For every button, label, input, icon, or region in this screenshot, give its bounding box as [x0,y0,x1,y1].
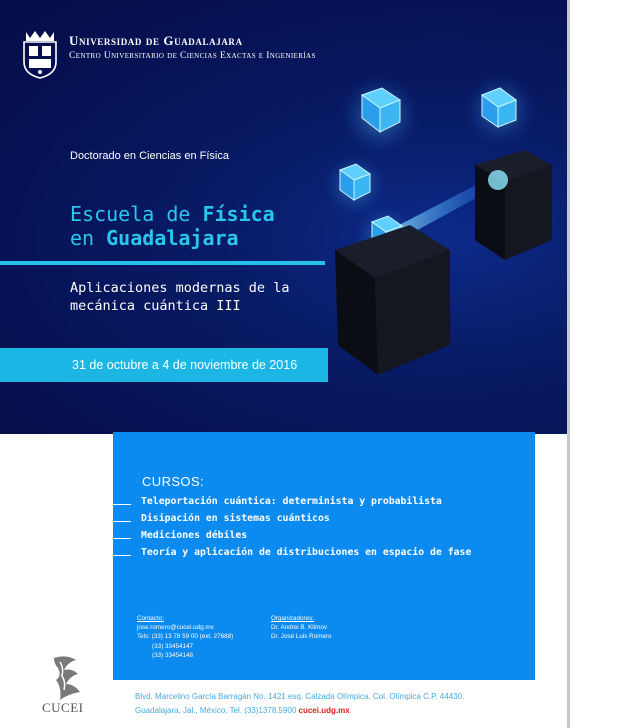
school-title-physics: Física [202,202,275,226]
organizers-block [271,614,332,642]
dash-icon [113,521,131,522]
website-link[interactable]: cucei.udg.mx [298,706,350,715]
course-label: Disipación en sistemas cuánticos [141,513,330,524]
contact-phone: (33) 33454148 [152,651,193,659]
page-edge [567,0,570,728]
footer-address [135,690,464,718]
contact-phone: (33) 33454147 [152,642,193,650]
courses-list [113,496,535,564]
quantum-dice-illustration [300,60,567,420]
address-line: Guadalajara, Jal., México. Tel. (33)1378.5900 [135,706,299,715]
school-title-city: Guadalajara [106,226,239,250]
list-item [113,513,535,530]
contact-heading: Contacto: [137,615,164,622]
address-line: Blvd. Marcelino García Barragán No. 1421 esq. Calzada Olímpica. Col. Olímpica C.P. 44430. [135,692,465,701]
program-name: Doctorado en Ciencias en Física [70,150,229,162]
university-crest-icon [20,28,60,80]
dash-icon [113,504,131,505]
contact-block [137,614,233,660]
list-item [113,530,535,547]
course-label: Teleportación cuántica: determinista y probabilista [141,496,442,507]
dash-icon [113,538,131,539]
organizer-name: Dr. José Luis Romero [271,633,332,641]
list-item [113,496,535,513]
cucei-logo-icon [46,654,86,704]
dash-icon [113,555,131,556]
cucei-logo-text: CUCEI [42,700,84,715]
school-title [70,202,275,250]
courses-panel [113,432,535,680]
list-item [113,547,535,564]
course-label: Mediciones débiles [141,530,248,541]
contact-phone: Tels: (33) 13 78 59 00 (ext. 27688) [137,633,234,641]
organizers-heading: Organizadores: [271,615,315,622]
accent-divider [0,261,325,265]
school-title-line1: Escuela de [70,202,203,226]
event-dates: 31 de octubre a 4 de noviembre de 2016 [0,348,328,382]
university-center: Centro Universitario de Ciencias Exactas e Ingenierías [69,51,316,61]
university-name: Universidad de Guadalajara [69,33,243,48]
organizer-name: Dr. Andrei B. Klimov [271,624,327,632]
course-label: Teoría y aplicación de distribuciones en espacio de fase [141,547,472,558]
event-subtitle: Aplicaciones modernas de la mecánica cuántica III [70,280,290,314]
school-title-line2: en [70,226,107,250]
contact-email[interactable]: jose.romero@cucei.udg.mx [137,624,214,632]
courses-title: CURSOS: [142,474,205,489]
